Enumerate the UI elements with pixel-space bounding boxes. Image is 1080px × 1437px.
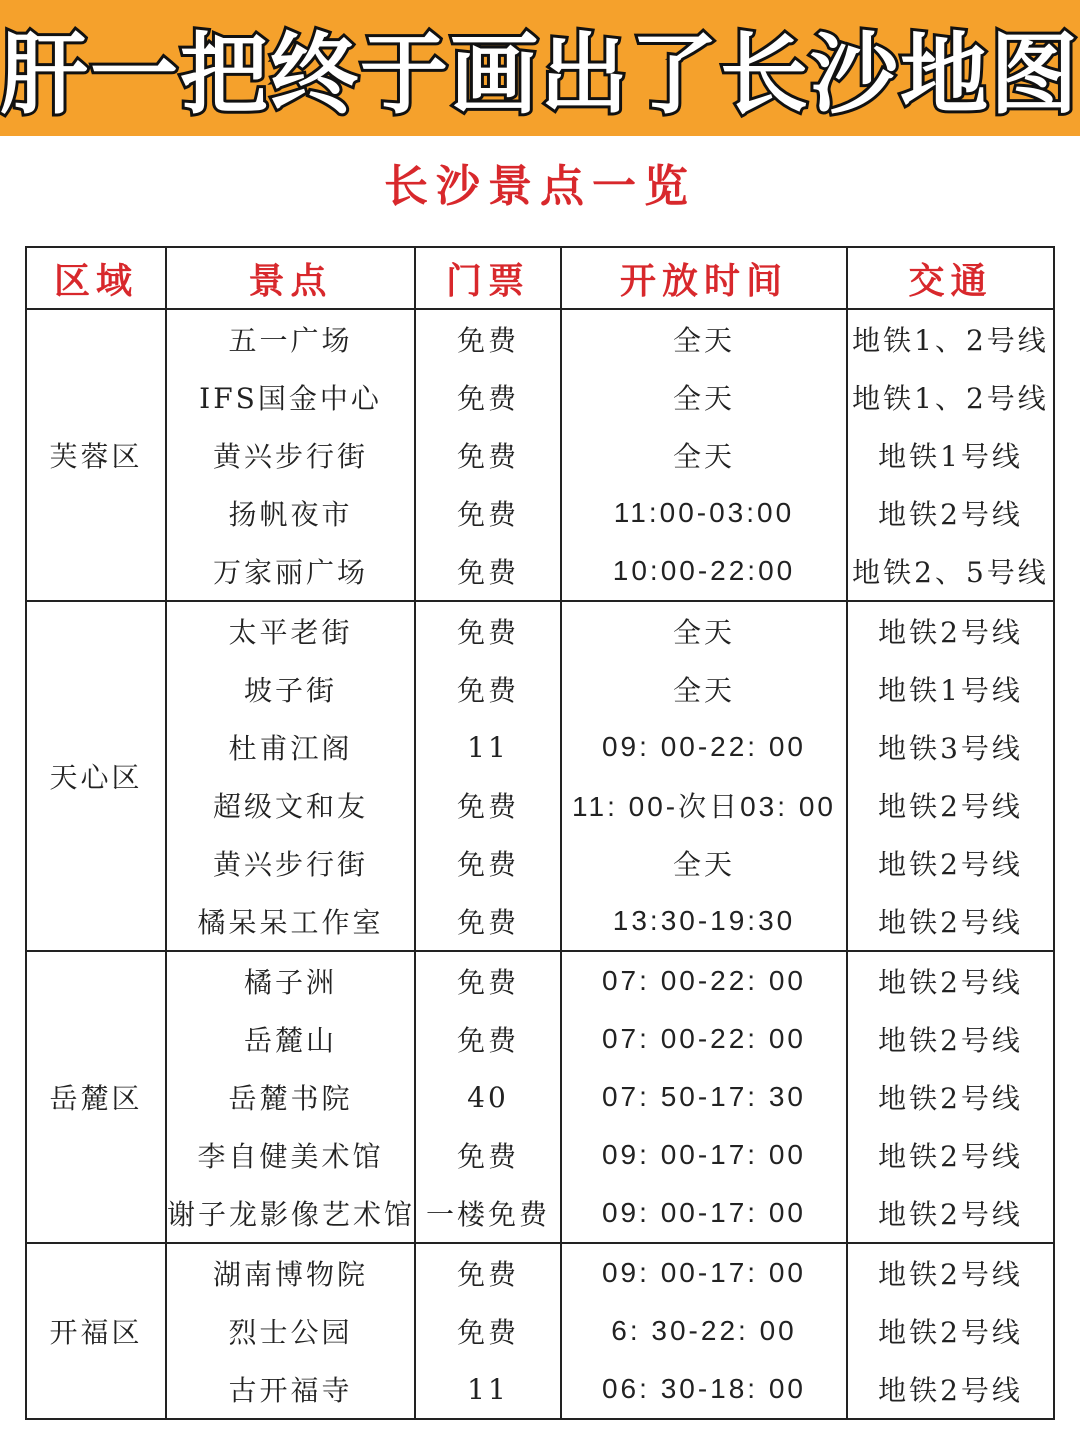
metro-cell: 地铁2号线 <box>847 1184 1054 1243</box>
table-row <box>26 484 1054 542</box>
fee-cell: 免费 <box>415 1302 561 1360</box>
spot-cell: 万家丽广场 <box>166 542 415 601</box>
hours-cell: 全天 <box>561 309 847 368</box>
fee-cell: 免费 <box>415 426 561 484</box>
table-row <box>26 951 1054 1010</box>
hours-cell: 全天 <box>561 834 847 892</box>
fee-cell: 免费 <box>415 660 561 718</box>
spot-cell: 太平老街 <box>166 601 415 660</box>
banner-title: 肝一把终于画出了长沙地图 <box>0 23 1080 126</box>
fee-cell: 11 <box>415 718 561 776</box>
title-banner <box>0 0 1080 136</box>
hours-cell: 07: 50-17: 30 <box>561 1068 847 1126</box>
spot-cell: 五一广场 <box>166 309 415 368</box>
table-row <box>26 1302 1054 1360</box>
spot-cell: 坡子街 <box>166 660 415 718</box>
header-spot: 景点 <box>166 247 415 309</box>
table-row <box>26 834 1054 892</box>
table-row <box>26 776 1054 834</box>
fee-cell: 11 <box>415 1360 561 1419</box>
table-row <box>26 1068 1054 1126</box>
metro-cell: 地铁2号线 <box>847 892 1054 951</box>
metro-cell: 地铁2号线 <box>847 1010 1054 1068</box>
fee-cell: 免费 <box>415 1010 561 1068</box>
metro-cell: 地铁2号线 <box>847 834 1054 892</box>
table-row <box>26 1360 1054 1419</box>
spot-cell: 岳麓书院 <box>166 1068 415 1126</box>
metro-cell: 地铁2号线 <box>847 1302 1054 1360</box>
metro-cell: 地铁1号线 <box>847 660 1054 718</box>
page-subtitle: 长沙景点一览 <box>384 161 696 212</box>
fee-cell: 40 <box>415 1068 561 1126</box>
spot-cell: 岳麓山 <box>166 1010 415 1068</box>
table-row <box>26 892 1054 951</box>
hours-cell: 09: 00-17: 00 <box>561 1126 847 1184</box>
metro-cell: 地铁3号线 <box>847 718 1054 776</box>
header-fee: 门票 <box>415 247 561 309</box>
hours-cell: 11:00-03:00 <box>561 484 847 542</box>
table-row <box>26 1184 1054 1243</box>
metro-cell: 地铁2号线 <box>847 601 1054 660</box>
metro-cell: 地铁2号线 <box>847 1126 1054 1184</box>
spot-cell: 烈士公园 <box>166 1302 415 1360</box>
fee-cell: 免费 <box>415 1126 561 1184</box>
hours-cell: 09: 00-17: 00 <box>561 1243 847 1302</box>
fee-cell: 免费 <box>415 1243 561 1302</box>
fee-cell: 免费 <box>415 951 561 1010</box>
hours-cell: 全天 <box>561 660 847 718</box>
table-row <box>26 660 1054 718</box>
metro-cell: 地铁1、2号线 <box>847 368 1054 426</box>
metro-cell: 地铁2号线 <box>847 484 1054 542</box>
table-body <box>26 309 1054 1419</box>
spot-cell: IFS国金中心 <box>166 368 415 426</box>
hours-cell: 09: 00-17: 00 <box>561 1184 847 1243</box>
fee-cell: 免费 <box>415 776 561 834</box>
attractions-table <box>25 246 1055 1420</box>
hours-cell: 11: 00-次日03: 00 <box>561 776 847 834</box>
hours-cell: 09: 00-22: 00 <box>561 718 847 776</box>
region-cell: 天心区 <box>26 601 166 951</box>
metro-cell: 地铁2号线 <box>847 1360 1054 1419</box>
hours-cell: 全天 <box>561 601 847 660</box>
fee-cell: 免费 <box>415 368 561 426</box>
header-metro: 交通 <box>847 247 1054 309</box>
metro-cell: 地铁2号线 <box>847 951 1054 1010</box>
table-row <box>26 309 1054 368</box>
table-row <box>26 718 1054 776</box>
table-row <box>26 1243 1054 1302</box>
fee-cell: 免费 <box>415 542 561 601</box>
table-row <box>26 1010 1054 1068</box>
metro-cell: 地铁2号线 <box>847 1068 1054 1126</box>
spot-cell: 谢子龙影像艺术馆 <box>166 1184 415 1243</box>
fee-cell: 免费 <box>415 834 561 892</box>
hours-cell: 07: 00-22: 00 <box>561 1010 847 1068</box>
fee-cell: 免费 <box>415 484 561 542</box>
spot-cell: 橘呆呆工作室 <box>166 892 415 951</box>
header-hours: 开放时间 <box>561 247 847 309</box>
table-row <box>26 368 1054 426</box>
spot-cell: 李自健美术馆 <box>166 1126 415 1184</box>
region-cell: 开福区 <box>26 1243 166 1419</box>
spot-cell: 湖南博物院 <box>166 1243 415 1302</box>
table-row <box>26 1126 1054 1184</box>
hours-cell: 06: 30-18: 00 <box>561 1360 847 1419</box>
fee-cell: 免费 <box>415 309 561 368</box>
metro-cell: 地铁2、5号线 <box>847 542 1054 601</box>
table-row <box>26 601 1054 660</box>
fee-cell: 免费 <box>415 601 561 660</box>
table-header-row <box>26 247 1054 309</box>
metro-cell: 地铁1号线 <box>847 426 1054 484</box>
hours-cell: 全天 <box>561 368 847 426</box>
metro-cell: 地铁2号线 <box>847 1243 1054 1302</box>
hours-cell: 13:30-19:30 <box>561 892 847 951</box>
region-cell: 芙蓉区 <box>26 309 166 601</box>
table-row <box>26 426 1054 484</box>
hours-cell: 6: 30-22: 00 <box>561 1302 847 1360</box>
fee-cell: 一楼免费 <box>415 1184 561 1243</box>
spot-cell: 黄兴步行街 <box>166 426 415 484</box>
spot-cell: 古开福寺 <box>166 1360 415 1419</box>
spot-cell: 扬帆夜市 <box>166 484 415 542</box>
metro-cell: 地铁1、2号线 <box>847 309 1054 368</box>
metro-cell: 地铁2号线 <box>847 776 1054 834</box>
spot-cell: 杜甫江阁 <box>166 718 415 776</box>
hours-cell: 全天 <box>561 426 847 484</box>
spot-cell: 超级文和友 <box>166 776 415 834</box>
table-row <box>26 542 1054 601</box>
fee-cell: 免费 <box>415 892 561 951</box>
spot-cell: 橘子洲 <box>166 951 415 1010</box>
region-cell: 岳麓区 <box>26 951 166 1243</box>
hours-cell: 07: 00-22: 00 <box>561 951 847 1010</box>
hours-cell: 10:00-22:00 <box>561 542 847 601</box>
spot-cell: 黄兴步行街 <box>166 834 415 892</box>
header-region: 区域 <box>26 247 166 309</box>
